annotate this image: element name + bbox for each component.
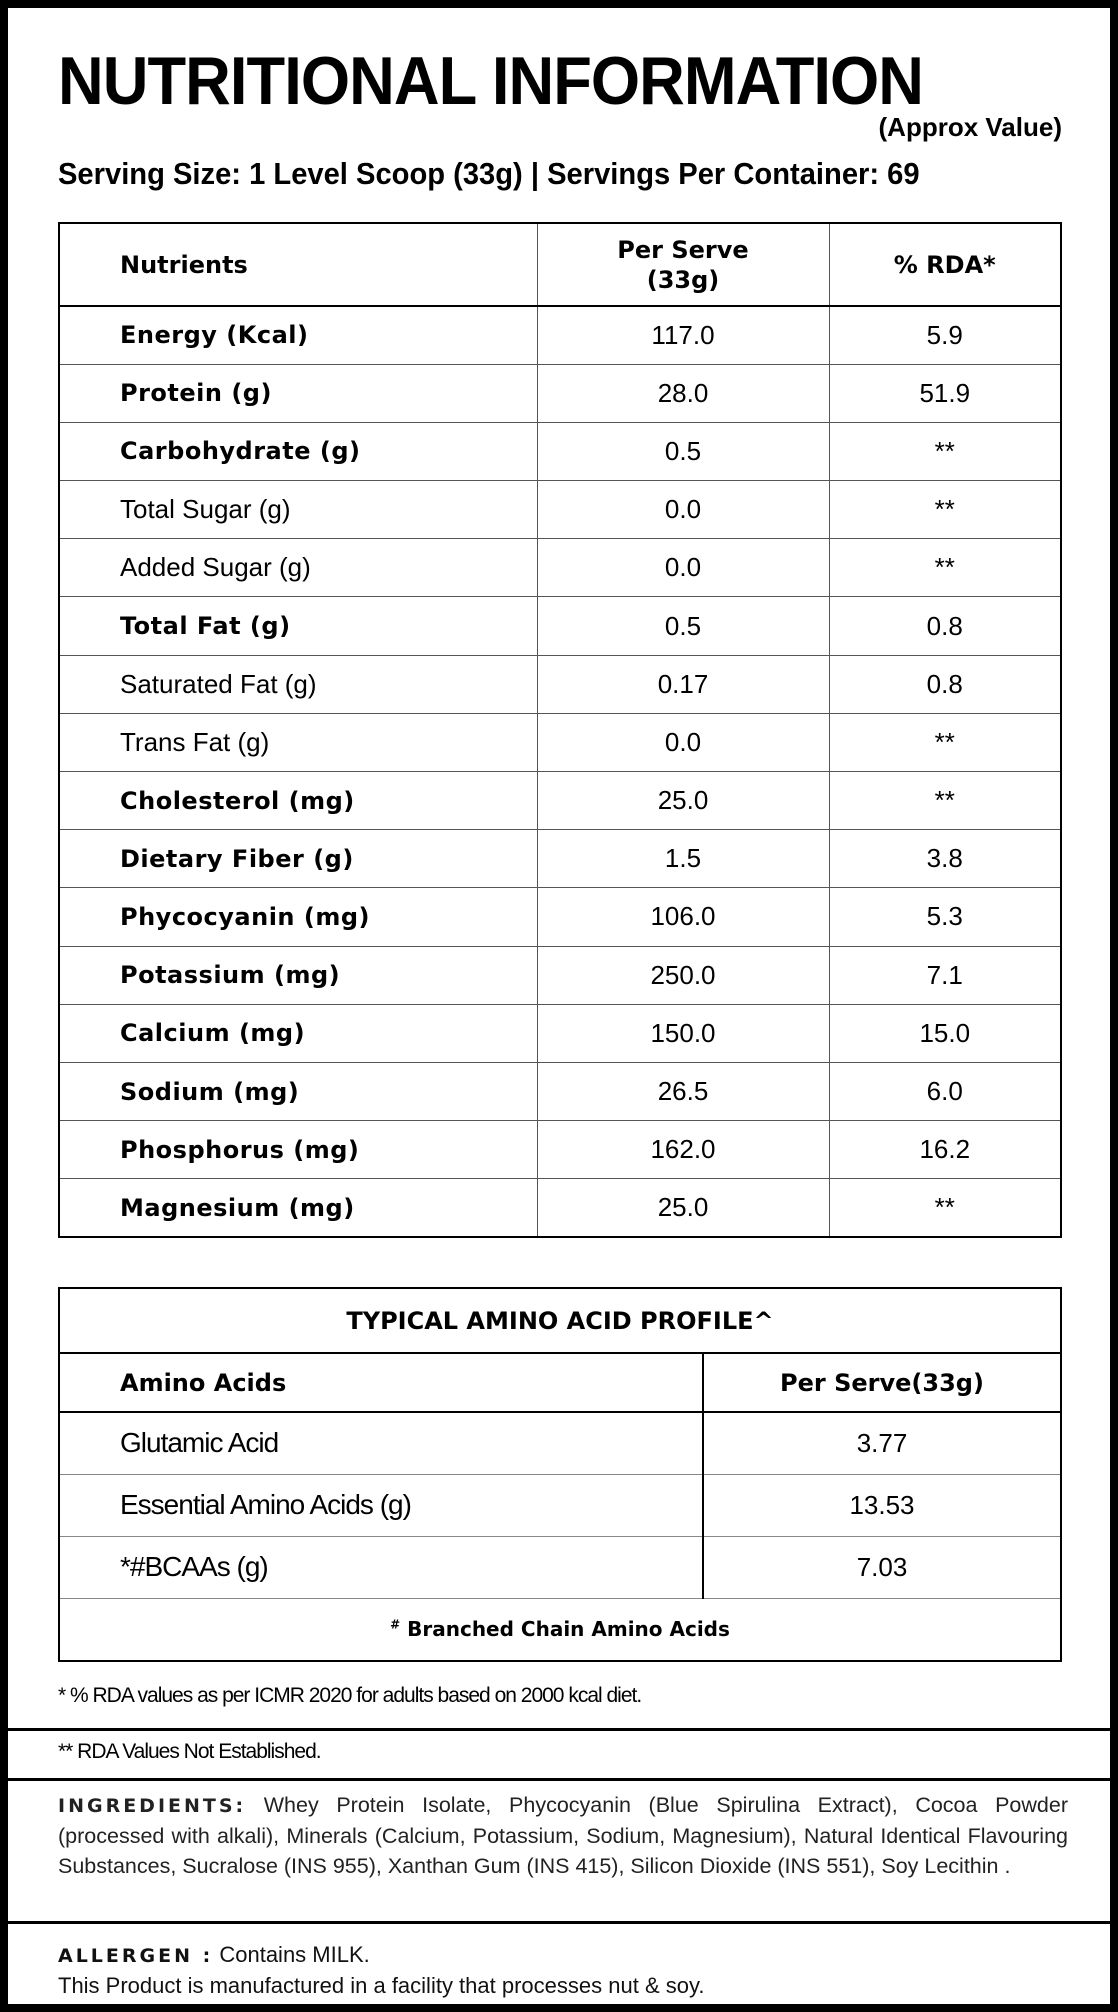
rda-value: 15.0 [829, 1004, 1061, 1062]
amino-acid-name: Glutamic Acid [59, 1412, 703, 1474]
table-row [59, 597, 1061, 655]
nutrition-label [8, 8, 1110, 2004]
rda-value: 5.3 [829, 888, 1061, 946]
amino-acid-value: 13.53 [703, 1474, 1061, 1536]
per-serve-value: 1.5 [537, 830, 829, 888]
table-row [59, 422, 1061, 480]
per-serve-value: 250.0 [537, 946, 829, 1004]
per-serve-value: 28.0 [537, 364, 829, 422]
table-header [59, 223, 1061, 306]
rda-value: ** [829, 422, 1061, 480]
nutrient-name: Carbohydrate (g) [59, 422, 537, 480]
rda-value: 0.8 [829, 655, 1061, 713]
divider [8, 1728, 1110, 1731]
table-row [59, 1412, 1061, 1474]
nutrient-name: Protein (g) [59, 364, 537, 422]
header-nutrients: Nutrients [59, 223, 537, 306]
rda-not-established-note: ** RDA Values Not Established. [58, 1740, 321, 1763]
nutrient-name: Phosphorus (mg) [59, 1121, 537, 1179]
footer-mark: # [390, 1617, 401, 1632]
rda-value: 5.9 [829, 306, 1061, 364]
allergen-label: ALLERGEN : [58, 1945, 214, 1967]
page-title: NUTRITIONAL INFORMATION [58, 43, 924, 119]
per-serve-value: 0.0 [537, 481, 829, 539]
table-row [59, 946, 1061, 1004]
divider [8, 1778, 1110, 1781]
table-row [59, 830, 1061, 888]
ingredients-label: INGREDIENTS: [58, 1795, 247, 1817]
table-row [59, 1474, 1061, 1536]
header-per-serve-label: Per Serve [617, 235, 749, 264]
table-header [59, 1353, 1061, 1412]
nutrition-table [58, 222, 1062, 1238]
amino-acid-name: *#BCAAs (g) [59, 1536, 703, 1598]
rda-value: ** [829, 1179, 1061, 1237]
rda-value: ** [829, 539, 1061, 597]
approx-note: (Approx Value) [878, 112, 1062, 142]
per-serve-value: 162.0 [537, 1121, 829, 1179]
divider [8, 1921, 1110, 1924]
per-serve-value: 117.0 [537, 306, 829, 364]
rda-value: ** [829, 481, 1061, 539]
footer-text: Branched Chain Amino Acids [407, 1617, 730, 1642]
rda-value: 6.0 [829, 1062, 1061, 1120]
allergen-info [58, 1940, 704, 2001]
per-serve-value: 0.0 [537, 539, 829, 597]
rda-value: ** [829, 713, 1061, 771]
per-serve-value: 0.0 [537, 713, 829, 771]
header-amino-acids: Amino Acids [59, 1353, 703, 1412]
rda-value: 7.1 [829, 946, 1061, 1004]
table-row [59, 1536, 1061, 1598]
ingredients [58, 1790, 1068, 1881]
rda-value: 51.9 [829, 364, 1061, 422]
nutrient-name: Total Fat (g) [59, 597, 537, 655]
facility-note: This Product is manufactured in a facility that processes nut & soy. [58, 1973, 705, 1998]
table-row [59, 1062, 1061, 1120]
nutrient-name: Cholesterol (mg) [59, 772, 537, 830]
per-serve-value: 26.5 [537, 1062, 829, 1120]
rda-footnote: * % RDA values as per ICMR 2020 for adults based on 2000 kcal diet. [58, 1684, 642, 1707]
nutrient-name: Calcium (mg) [59, 1004, 537, 1062]
amino-acid-table [58, 1287, 1062, 1662]
nutrient-name: Trans Fat (g) [59, 713, 537, 771]
per-serve-value: 0.5 [537, 422, 829, 480]
nutrient-name: Magnesium (mg) [59, 1179, 537, 1237]
nutrient-name: Phycocyanin (mg) [59, 888, 537, 946]
allergen-text: Contains MILK. [219, 1942, 370, 1967]
amino-title: TYPICAL AMINO ACID PROFILE^ [59, 1288, 1061, 1353]
header-per-serve-unit: (33g) [646, 265, 720, 294]
header-rda: % RDA* [829, 223, 1061, 306]
nutrient-name: Sodium (mg) [59, 1062, 537, 1120]
table-row [59, 1121, 1061, 1179]
per-serve-value: 106.0 [537, 888, 829, 946]
amino-footer [59, 1598, 1061, 1661]
per-serve-value: 150.0 [537, 1004, 829, 1062]
nutrient-name: Saturated Fat (g) [59, 655, 537, 713]
rda-value: ** [829, 772, 1061, 830]
header-per-serve [537, 223, 829, 306]
nutrient-name: Energy (Kcal) [59, 306, 537, 364]
table-row [59, 539, 1061, 597]
per-serve-value: 0.17 [537, 655, 829, 713]
nutrient-name: Added Sugar (g) [59, 539, 537, 597]
rda-value: 16.2 [829, 1121, 1061, 1179]
table-row [59, 655, 1061, 713]
nutrient-name: Total Sugar (g) [59, 481, 537, 539]
table-row [59, 1179, 1061, 1237]
serving-info: Serving Size: 1 Level Scoop (33g) | Servings Per Container: 69 [58, 156, 920, 191]
header-per-serve: Per Serve(33g) [703, 1353, 1061, 1412]
rda-value: 3.8 [829, 830, 1061, 888]
table-row [59, 364, 1061, 422]
amino-acid-name: Essential Amino Acids (g) [59, 1474, 703, 1536]
nutrient-name: Potassium (mg) [59, 946, 537, 1004]
table-row [59, 1004, 1061, 1062]
table-row [59, 713, 1061, 771]
table-row [59, 772, 1061, 830]
ingredients-text: Whey Protein Isolate, Phycocyanin (Blue Spirulina Extract), Cocoa Powder (processed with alkali), Minerals (Calcium, Potassium, Sodium, Magnesium), Natural Identical Flavouring Substances, Sucralose (INS 955), Xanthan Gum (INS 415), Silicon Dioxide (INS 551), Soy Lecithin . [58, 1793, 1068, 1878]
per-serve-value: 25.0 [537, 772, 829, 830]
table-row [59, 481, 1061, 539]
amino-acid-value: 3.77 [703, 1412, 1061, 1474]
table-row [59, 306, 1061, 364]
table-row [59, 888, 1061, 946]
per-serve-value: 25.0 [537, 1179, 829, 1237]
nutrient-name: Dietary Fiber (g) [59, 830, 537, 888]
per-serve-value: 0.5 [537, 597, 829, 655]
amino-acid-value: 7.03 [703, 1536, 1061, 1598]
rda-value: 0.8 [829, 597, 1061, 655]
